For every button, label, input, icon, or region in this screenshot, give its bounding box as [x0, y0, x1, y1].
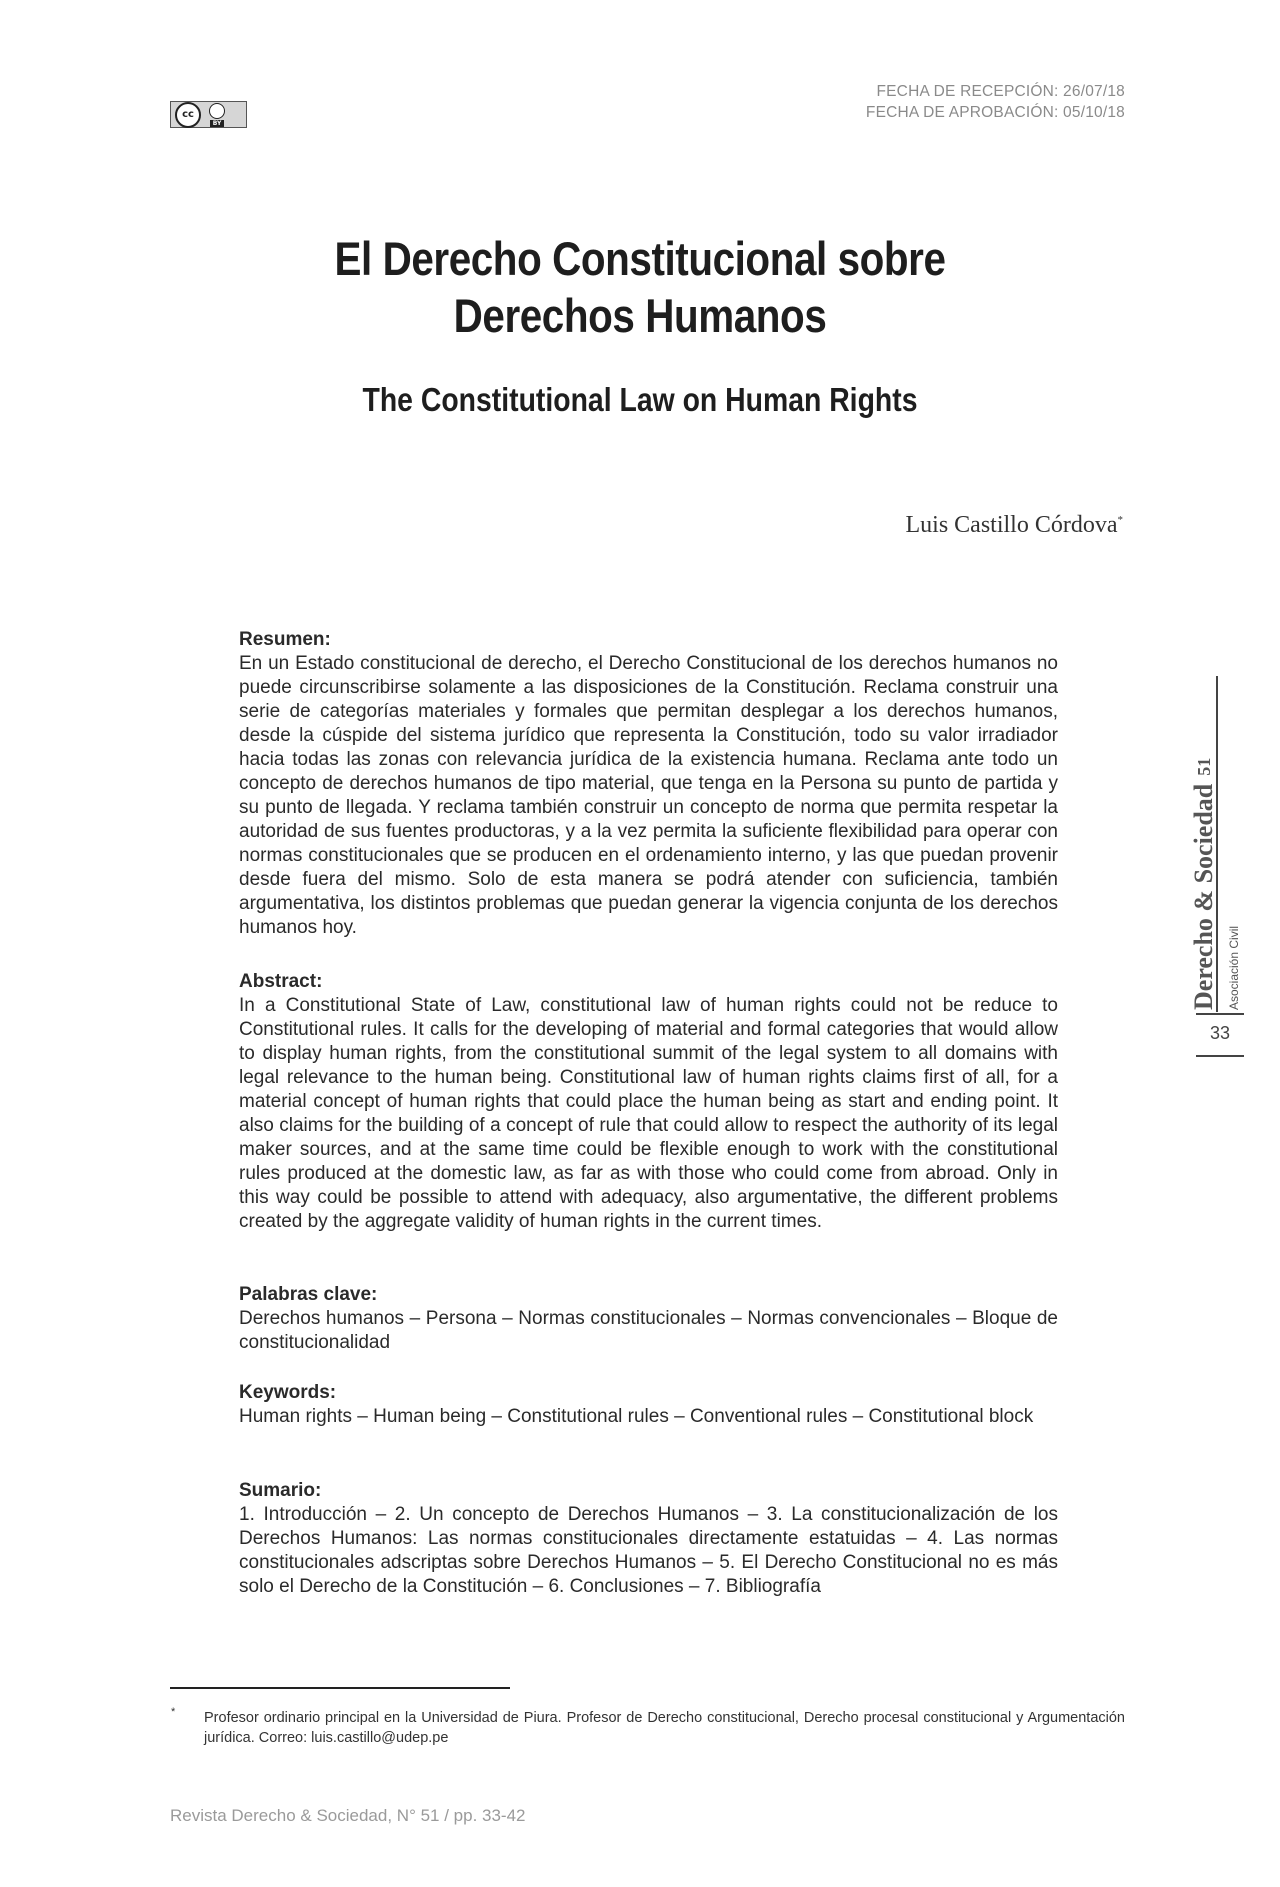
page-number-rule-top [1196, 1013, 1244, 1015]
page-number-rule-bottom [1196, 1055, 1244, 1057]
journal-sidebar [1183, 690, 1241, 1010]
journal-name: Derecho & Sociedad [1189, 783, 1218, 1010]
abstract-heading: Abstract: [239, 971, 323, 992]
title-line-2: Derechos Humanos [453, 289, 827, 342]
abstract-text: In a Constitutional State of Law, constitutional law of human rights could not be reduce to Constitutional rules. It calls for the developing of material and formal categories that would allow to display human rights, from the constitutional summit of the legal system to all domains with legal relevance to the human being. Constitutional law of human rights claims first of all, for a material concept of human rights that could place the human being as start and ending point. It also claims for the building of a concept of rule that could allow to respect the authority of its legal maker sources, and at the same time could be flexible enough to work with the constitutional rules produced at the domestic law, as far as with those who could come from abroad. Only in this way could be possible to attend with adequacy, also argumentative, the different problems created by the aggregate validity of human rights in the current times. [239, 995, 1058, 1232]
resumen-heading: Resumen: [239, 629, 331, 650]
resumen-text: En un Estado constitucional de derecho, el Derecho Constitucional de los derechos humanos no puede circunscribirse solamente a las disposiciones de la Constitución. Reclama construir una serie de categorías materiales y formales que permitan desplegar a los derechos humanos, desde la cúspide del sistema jurídico que representa la Constitución, todo su valor irradiador hacia todas las zonas con relevancia jurídica de la existencia humana. Reclama ante todo un concepto de derechos humanos de tipo material, que tenga en la Persona su punto de partida y su punto de llegada. Y reclama también construir un concepto de norma que permita respetar la autoridad de sus fuentes productoras, y a la vez permita la suficiente flexibilidad para operar con normas constitucionales que se producen en el ordenamiento interno, y las que puedan provenir desde fuera del mismo. Solo de esta manera se podrá atender con suficiencia, también argumentativa, los distintos problemas que puedan generar la vigencia conjunta de los derechos humanos hoy. [239, 653, 1058, 938]
keywords-text: Human rights – Human being – Constitutional rules – Conventional rules – Constitutional block [239, 1406, 1034, 1427]
article-subtitle: The Constitutional Law on Human Rights [362, 381, 918, 418]
journal-association: Asociación Civil [1227, 925, 1241, 1010]
page-number: 33 [1209, 1023, 1231, 1043]
footnote-mark: * [171, 1706, 176, 1718]
title-line-1: El Derecho Constitucional sobre [334, 232, 946, 285]
sumario-section [239, 1479, 1058, 1599]
footnote-rule [170, 1687, 510, 1689]
creative-commons-badge [170, 101, 247, 128]
journal-issue: 51 [1193, 757, 1214, 776]
abstract-section [239, 970, 1058, 1234]
palabras-clave-text: Derechos humanos – Persona – Normas constitucionales – Normas convencionales – Bloque de constitucionalidad [239, 1308, 1058, 1353]
keywords-heading: Keywords: [239, 1382, 337, 1403]
reception-dates [866, 81, 1125, 123]
article-title [90, 230, 1191, 344]
author-footnote: Profesor ordinario principal en la Universidad de Piura. Profesor de Derecho constitucional, Derecho procesal constitucional y Argumentación jurídica. Correo: luis.castillo@udep.pe [204, 1710, 1125, 1746]
keywords-section [239, 1381, 1058, 1429]
sumario-heading: Sumario: [239, 1480, 322, 1501]
reception-date: FECHA DE RECEPCIÓN: 26/07/18 [876, 83, 1125, 100]
cc-icon: cc [175, 102, 201, 128]
approval-date: FECHA DE APROBACIÓN: 05/10/18 [865, 104, 1125, 121]
author-name: Luis Castillo Córdova* [905, 512, 1123, 538]
author-footnote-mark: * [1117, 514, 1123, 526]
palabras-clave-section [239, 1283, 1058, 1355]
resumen-section [239, 628, 1058, 940]
attribution-icon: BY [209, 103, 225, 127]
journal-citation-footer: Revista Derecho & Sociedad, N° 51 / pp. 33-42 [170, 1806, 526, 1825]
sumario-text: 1. Introducción – 2. Un concepto de Derechos Humanos – 3. La constitucionalización de los Derechos Humanos: Las normas constitucionales directamente estatuidas – 4. Las normas constitucionales adscriptas sobre Derechos Humanos – 5. El Derecho Constitucional no es más solo el Derecho de la Constitución – 6. Conclusiones – 7. Bibliografía [239, 1504, 1058, 1597]
palabras-clave-heading: Palabras clave: [239, 1284, 378, 1305]
